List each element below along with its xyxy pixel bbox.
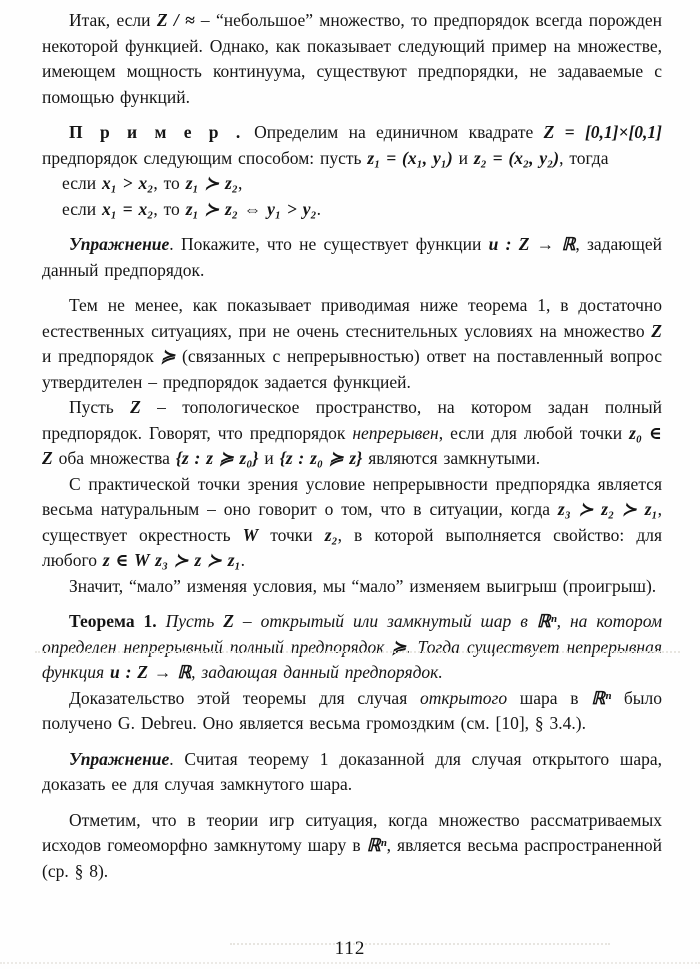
math-inline: z₁ = (x₁, y₁): [367, 147, 453, 168]
text-segment: Итак, если: [69, 10, 157, 30]
text-segment: предпорядок следующим способом: пусть: [42, 147, 368, 168]
paragraph-intro: [42, 8, 662, 110]
text-segment: , в которой выполняется свойство: для любого: [42, 524, 663, 570]
text-segment: , задающей данный предпорядок.: [42, 234, 662, 280]
paragraph-example: [42, 120, 662, 171]
text-segment: . Покажите, что не существует функции: [169, 234, 489, 254]
paragraph-closing-remark: [42, 808, 662, 885]
text-segment: , задающая данный предпорядок.: [191, 662, 443, 682]
text-segment: Упражнение: [69, 748, 170, 769]
text-segment: Отметим, что в теории игр ситуация, когда множество рассматриваемых исходов гомеоморфно замкнутому шару в: [42, 809, 662, 855]
math-inline: {z : z ≽ z₀}: [175, 448, 259, 468]
text-segment: С практической точки зрения условие непрерывности предпорядка является весьма натуральным – оно говорит о том, что в ситуации, когда: [42, 473, 662, 519]
text-segment: Теорема 1.: [69, 611, 157, 631]
math-inline: z₂: [324, 524, 338, 545]
text-segment: , является весьма распространенной (ср. § 8).: [42, 835, 662, 881]
text-segment: шара в: [507, 687, 592, 708]
math-inline: z₁ ≻ z₂ ⇔ y₁ > y₂: [185, 198, 317, 219]
math-inline: ℝⁿ: [536, 611, 557, 631]
page-number: 112: [334, 937, 366, 959]
math-inline: Z: [130, 397, 141, 417]
math-inline: z₁ ≻ z₂: [185, 173, 238, 193]
text-segment: и: [452, 147, 474, 168]
math-inline: ℝⁿ: [366, 835, 387, 855]
text-segment: , то: [153, 198, 186, 219]
text-segment: Пусть: [69, 397, 131, 417]
paragraph-theorem-preface: [42, 293, 662, 395]
math-inline: ≽: [160, 346, 176, 366]
text-segment: непрерывен: [352, 422, 439, 443]
text-segment: открытого: [419, 687, 508, 708]
text-segment: точки: [258, 524, 325, 545]
text-segment: – “небольшое” множество, то предпорядок всегда порожден некоторой функцией. Однако, как показывает следующий пример на множестве, имеющем мощность континуума, существуют предпорядки, не задаваемые с помощью функций.: [42, 10, 663, 107]
text-segment: и: [258, 448, 280, 468]
math-inline: {z : z₀ ≽ z}: [279, 448, 363, 468]
display-condition-2: [42, 197, 662, 223]
text-segment: оба множества: [52, 448, 176, 468]
text-segment: Определим на единичном квадрате: [243, 122, 544, 142]
text-segment: Значит, “мало” изменяя условия, мы “мало” изменяем выигрыш (проигрыш).: [69, 575, 657, 596]
scan-dots-artifact: [35, 651, 680, 653]
text-segment: П р и м е р .: [69, 122, 244, 142]
text-segment: Пусть: [156, 611, 224, 631]
paragraph-theorem-1: [42, 609, 662, 686]
math-inline: Z: [651, 320, 662, 341]
math-inline: z₂ = (x₂, y₂): [473, 147, 560, 168]
text-segment: Доказательство этой теоремы для случая: [69, 687, 420, 708]
math-inline: Z: [223, 611, 234, 631]
text-segment: , то: [153, 173, 186, 193]
text-segment: , на котором определен непрерывный полный предпорядок: [42, 611, 662, 657]
math-inline: Z = [0,1]×[0,1]: [543, 122, 662, 142]
text-segment: Тем не менее, как показывает приводимая ниже теорема 1, в достаточно естественных ситуациях, при не очень стеснительных условиях на множество: [42, 295, 662, 341]
paragraph-proof-note: [42, 686, 662, 737]
math-inline: ≽: [391, 636, 407, 657]
math-inline: x₁ = x₂: [101, 198, 154, 219]
text-segment: Упражнение: [69, 234, 170, 254]
text-segment: – открытый или замкнутый шар в: [233, 611, 537, 631]
math-inline: u : Z → ℝ: [488, 234, 576, 254]
text-segment: .: [316, 198, 322, 219]
math-inline: z₃ ≻ z₂ ≻ z₁: [557, 499, 658, 519]
display-condition-1: [42, 171, 662, 197]
text-segment: , существует окрестность: [42, 499, 662, 545]
text-segment: . Считая теорему 1 доказанной для случая открытого шара, доказать ее для случая замкнутого шара.: [42, 748, 662, 794]
paragraph-exercise-1: [42, 232, 662, 283]
math-inline: ℝⁿ: [591, 687, 612, 708]
math-inline: u : Z → ℝ: [110, 662, 192, 682]
scan-dots-artifact: [0, 962, 700, 964]
math-inline: W: [242, 524, 259, 545]
text-segment: , если для любой точки: [438, 422, 630, 443]
text-segment: являются замкнутыми.: [362, 448, 541, 468]
paragraph-practical-remark: [42, 472, 662, 574]
text-segment: и предпорядок: [42, 346, 161, 366]
paragraph-continuity-definition: [42, 395, 662, 472]
paragraph-significance: [42, 574, 662, 600]
math-inline: x₁ > x₂: [101, 173, 154, 193]
text-segment: . Тогда существует непрерывная функция: [42, 636, 662, 682]
text-segment: было получено G. Debreu. Оно является весьма громоздким (см. [10], § 3.4.).: [42, 687, 662, 733]
text-segment: ,: [237, 173, 243, 193]
math-inline: z ∈ W z₃ ≻ z ≻ z₁: [102, 550, 241, 570]
text-segment: (связанных с непрерывностью) ответ на поставленный вопрос утвердителен – предпорядок задается функцией.: [42, 346, 662, 392]
paragraph-exercise-2: [42, 747, 662, 798]
math-inline: z₀ ∈ Z: [42, 422, 662, 468]
text-segment: если: [62, 173, 102, 193]
text-segment: .: [240, 550, 245, 570]
text-segment: если: [62, 198, 102, 219]
math-inline: Z / ≈: [156, 10, 195, 30]
text-segment: – топологическое пространство, на котором задан полный предпорядок. Говорят, что предпорядок: [42, 397, 662, 443]
text-segment: , тогда: [559, 147, 609, 168]
